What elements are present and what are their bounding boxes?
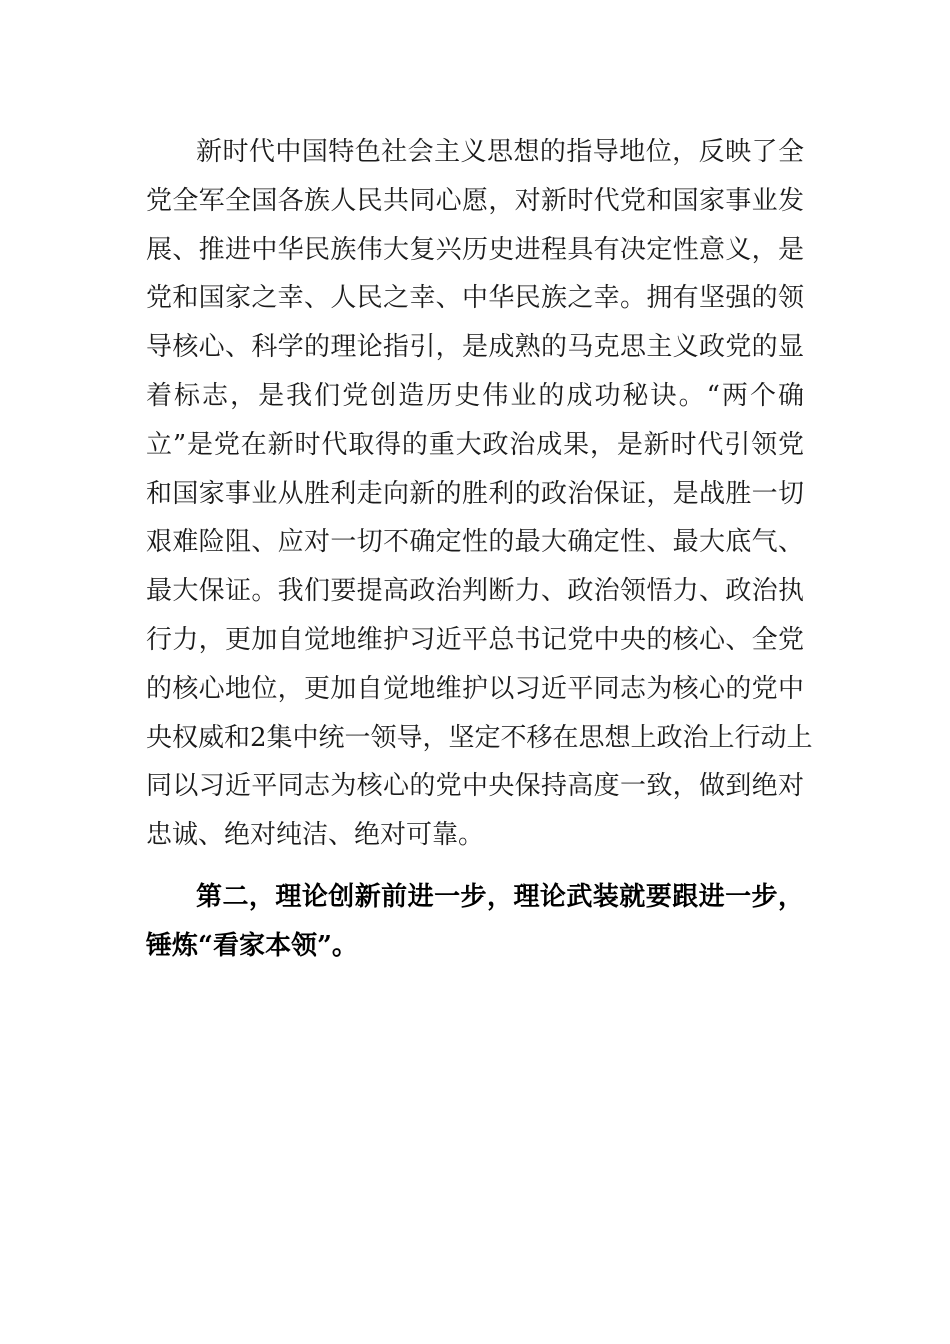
heading-line: 第二，理论创新前进一步，理论武装就要跟进一步， [196, 882, 804, 912]
paragraph-line: 着标志，是我们党创造历史伟业的成功秘诀。“两个确 [146, 381, 804, 411]
heading-line: 锤炼“看家本领”。 [146, 931, 358, 961]
paragraph-line: 忠诚、绝对纯洁、绝对可靠。 [146, 820, 485, 850]
paragraph-line: 立”是党在新时代取得的重大政治成果，是新时代引领党 [146, 430, 804, 460]
paragraph-line: 展、推进中华民族伟大复兴历史进程具有决定性意义，是 [146, 235, 804, 265]
paragraph-line: 新时代中国特色社会主义思想的指导地位，反映了全 [196, 137, 804, 167]
paragraph-line: 同以习近平同志为核心的党中央保持高度一致，做到绝对 [146, 771, 804, 801]
paragraph-line: 和国家事业从胜利走向新的胜利的政治保证，是战胜一切 [146, 479, 804, 509]
paragraph-line: 艰难险阻、应对一切不确定性的最大确定性、最大底气、 [146, 527, 804, 557]
paragraph-line: 最大保证。我们要提高政治判断力、政治领悟力、政治执 [146, 576, 804, 606]
paragraph-line: 行力，更加自觉地维护习近平总书记党中央的核心、全党 [146, 625, 804, 655]
paragraph-line: 党和国家之幸、人民之幸、中华民族之幸。拥有坚强的领 [146, 283, 804, 313]
paragraph-line: 党全军全国各族人民共同心愿，对新时代党和国家事业发 [146, 186, 804, 216]
paragraph-line: 的核心地位，更加自觉地维护以习近平同志为核心的党中 [146, 674, 804, 704]
paragraph-line: 导核心、科学的理论指引，是成熟的马克思主义政党的显 [146, 332, 804, 362]
paragraph-line: 央权威和2集中统一领导，坚定不移在思想上政治上行动上 [146, 723, 813, 753]
